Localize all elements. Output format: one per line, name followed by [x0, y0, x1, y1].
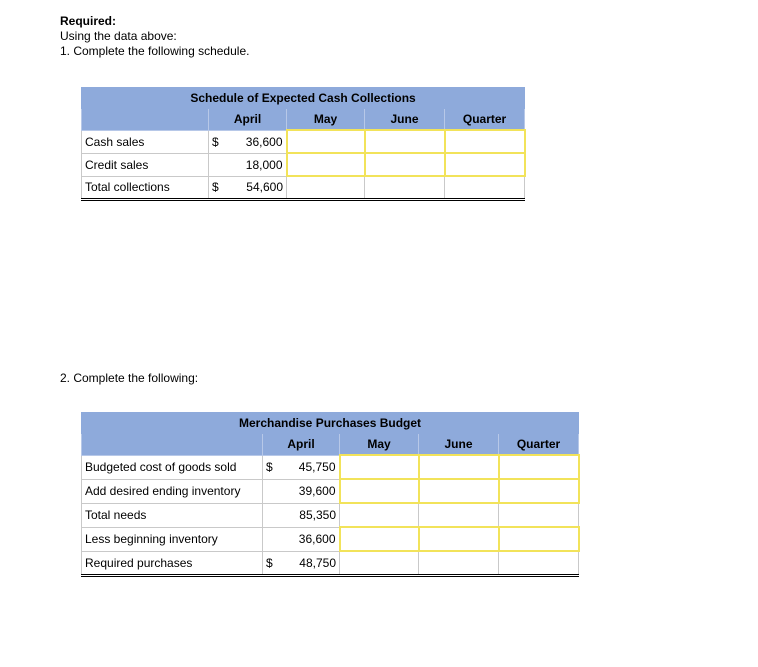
- april-value: 54,600: [239, 176, 287, 200]
- table-row: [82, 527, 579, 551]
- quarter-input[interactable]: [500, 455, 582, 479]
- table-row: [82, 479, 579, 503]
- april-value: 36,600: [239, 130, 287, 153]
- june-input[interactable]: [366, 153, 448, 176]
- col-header-quarter: Quarter: [499, 434, 579, 456]
- may-input-cell: [287, 130, 365, 153]
- june-input[interactable]: [420, 455, 502, 479]
- quarter-input[interactable]: [500, 527, 582, 551]
- required-heading: Required:: [60, 14, 117, 28]
- april-value: 39,600: [293, 479, 340, 503]
- april-value: 48,750: [293, 551, 340, 575]
- quarter-input-cell: [499, 479, 579, 503]
- table-row: [82, 503, 579, 527]
- quarter-input-cell: [445, 130, 525, 153]
- table-row: [82, 153, 525, 176]
- june-input-cell: [419, 455, 499, 479]
- col-header-april: April: [263, 434, 340, 456]
- using-data-text: Using the data above:: [60, 29, 177, 43]
- may-input[interactable]: [341, 527, 422, 551]
- may-input-cell: [287, 153, 365, 176]
- june-input[interactable]: [420, 479, 502, 503]
- quarter-total-cell: [499, 551, 579, 575]
- row-label: Budgeted cost of goods sold: [82, 455, 263, 479]
- quarter-input[interactable]: [500, 479, 582, 503]
- quarter-cell: [499, 503, 579, 527]
- row-label: Credit sales: [82, 153, 209, 176]
- june-total-cell: [419, 551, 499, 575]
- col-header-june: June: [419, 434, 499, 456]
- dollar-sign: $: [263, 455, 293, 479]
- table-title: Merchandise Purchases Budget: [82, 413, 579, 434]
- cash-collections-table: [81, 87, 526, 201]
- may-input-cell: [340, 527, 419, 551]
- april-value: 36,600: [293, 527, 340, 551]
- april-value: 85,350: [293, 503, 340, 527]
- june-total-cell: [365, 176, 445, 200]
- row-label: Total needs: [82, 503, 263, 527]
- june-input-cell: [365, 153, 445, 176]
- may-input[interactable]: [288, 130, 368, 153]
- may-input[interactable]: [288, 153, 368, 176]
- dollar-sign: [263, 503, 293, 527]
- table-row: [82, 176, 525, 200]
- col-header-june: June: [365, 109, 445, 131]
- row-label: Required purchases: [82, 551, 263, 575]
- header-blank: [82, 109, 209, 131]
- col-header-april: April: [209, 109, 287, 131]
- table-row: [82, 130, 525, 153]
- may-input[interactable]: [341, 479, 422, 503]
- quarter-total-cell: [445, 176, 525, 200]
- june-input-cell: [365, 130, 445, 153]
- may-input[interactable]: [341, 455, 422, 479]
- row-label: Total collections: [82, 176, 209, 200]
- june-input-cell: [419, 479, 499, 503]
- may-total-cell: [287, 176, 365, 200]
- dollar-sign: [209, 153, 239, 176]
- may-input-cell: [340, 479, 419, 503]
- june-cell: [419, 503, 499, 527]
- instructions: [60, 14, 249, 59]
- june-input[interactable]: [366, 130, 448, 153]
- quarter-input-cell: [499, 527, 579, 551]
- may-cell: [340, 503, 419, 527]
- quarter-input-cell: [445, 153, 525, 176]
- purchases-budget-table: [81, 412, 580, 577]
- quarter-input[interactable]: [446, 153, 528, 176]
- step-1-text: 1. Complete the following schedule.: [60, 44, 250, 58]
- table-row: [82, 551, 579, 575]
- quarter-input[interactable]: [446, 130, 528, 153]
- col-header-may: May: [287, 109, 365, 131]
- april-value: 18,000: [239, 153, 287, 176]
- dollar-sign: [263, 479, 293, 503]
- header-blank: [82, 434, 263, 456]
- june-input-cell: [419, 527, 499, 551]
- step-2-text: 2. Complete the following:: [60, 371, 199, 385]
- col-header-quarter: Quarter: [445, 109, 525, 131]
- dollar-sign: $: [263, 551, 293, 575]
- table-row: [82, 455, 579, 479]
- april-value: 45,750: [293, 455, 340, 479]
- col-header-may: May: [340, 434, 419, 456]
- row-label: Less beginning inventory: [82, 527, 263, 551]
- june-input[interactable]: [420, 527, 502, 551]
- may-input-cell: [340, 455, 419, 479]
- row-label: Add desired ending inventory: [82, 479, 263, 503]
- may-total-cell: [340, 551, 419, 575]
- dollar-sign: $: [209, 130, 239, 153]
- row-label: Cash sales: [82, 130, 209, 153]
- dollar-sign: $: [209, 176, 239, 200]
- table-title: Schedule of Expected Cash Collections: [82, 88, 525, 109]
- quarter-input-cell: [499, 455, 579, 479]
- dollar-sign: [263, 527, 293, 551]
